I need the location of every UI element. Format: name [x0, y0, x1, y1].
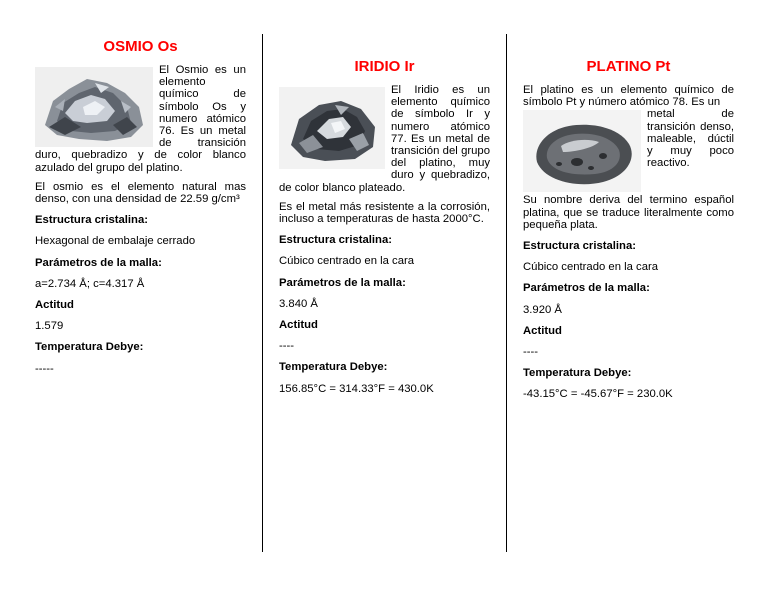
iridio-debye-value: 156.85°C = 314.33°F = 430.0K: [279, 382, 434, 395]
iridio-crystal-label: Estructura cristalina:: [279, 234, 393, 247]
column-divider: [506, 34, 507, 552]
platino-attitude-label: Actitud: [523, 324, 562, 337]
iridio-intro: El Iridio es un elemento químico de símbolo Ir y numero atómico 77. Es un metal de transición del grupo del platino, muy duro y quebradizo, de color blanco plateado.: [279, 84, 490, 194]
osmio-intro: El Osmio es un elemento químico de símbolo Os y numero atómico 76. Es un metal de transición duro, quebradizo y de color blanco azulado del grupo del platino.: [35, 64, 246, 174]
osmio-debye-value: -----: [35, 362, 54, 375]
column-iridio: [279, 58, 490, 395]
osmio-attitude-value: 1.579: [35, 320, 64, 333]
osmio-lattice-value: a=2.734 Å; c=4.317 Å: [35, 277, 145, 290]
platino-lattice-value: 3.920 Å: [523, 303, 562, 316]
platino-name-origin-text: Su nombre deriva del termino español platina, que se traduce literalmente como pequeña plata.: [523, 194, 734, 231]
column-osmio: [35, 38, 246, 375]
platino-crystal-value: Cúbico centrado en la cara: [523, 261, 659, 274]
platino-intro-top: El platino es un elemento químico de símbolo Pt y número atómico 78. Es un: [523, 84, 734, 109]
iridio-crystal-value: Cúbico centrado en la cara: [279, 255, 415, 268]
iridio-title: IRIDIO Ir: [354, 58, 415, 75]
column-divider: [262, 34, 263, 552]
platino-crystal-label: Estructura cristalina:: [523, 240, 637, 253]
osmio-density-text: El osmio es el elemento natural mas denso, con una densidad de 22.59 g/cm³: [35, 180, 246, 206]
iridio-attitude-value: ----: [279, 340, 295, 353]
osmio-crystal-value: Hexagonal de embalaje cerrado: [35, 235, 196, 248]
column-platino: [523, 58, 734, 401]
osmio-crystal-label: Estructura cristalina:: [35, 214, 149, 227]
platino-image: [523, 110, 641, 192]
iridio-lattice-label: Parámetros de la malla:: [279, 276, 406, 289]
iridio-attitude-label: Actitud: [279, 319, 318, 332]
iridio-debye-label: Temperatura Debye:: [279, 361, 388, 374]
iridio-lattice-value: 3.840 Å: [279, 297, 318, 310]
platino-debye-label: Temperatura Debye:: [523, 367, 632, 380]
platino-intro: metal de transición denso, maleable, dúctil y muy poco reactivo.: [647, 108, 734, 170]
platino-debye-value: -43.15°C = -45.67°F = 230.0K: [523, 388, 673, 401]
platino-attitude-value: ----: [523, 346, 539, 359]
iridio-image: [279, 87, 385, 169]
osmio-lattice-label: Parámetros de la malla:: [35, 256, 162, 269]
osmio-title: OSMIO Os: [103, 38, 178, 55]
iridio-corrosion-text: Es el metal más resistente a la corrosión, incluso a temperaturas de hasta 2000°C.: [279, 200, 490, 226]
platino-title: PLATINO Pt: [586, 58, 671, 75]
platino-lattice-label: Parámetros de la malla:: [523, 282, 650, 295]
osmio-debye-label: Temperatura Debye:: [35, 341, 144, 354]
osmio-image: [35, 67, 153, 147]
osmio-attitude-label: Actitud: [35, 299, 74, 312]
